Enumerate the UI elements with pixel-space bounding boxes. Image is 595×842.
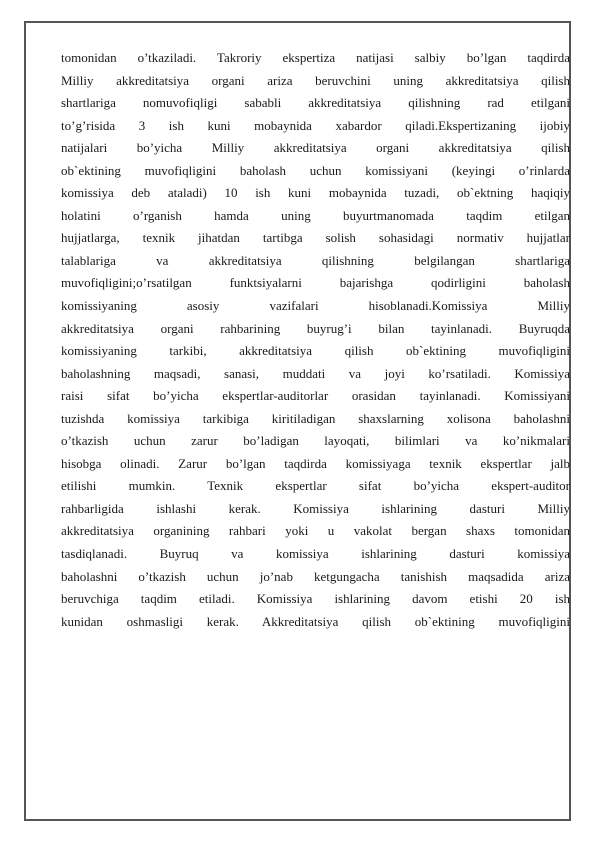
body-line: komissiyaning tarkibi, akkreditatsiya qilish ob`ektining muvofiqligini bbox=[61, 343, 570, 359]
body-line: rahbarligida ishlashi kerak. Komissiya ishlarining dasturi Milliy bbox=[61, 500, 570, 516]
body-line: raisi sifat bo’yicha ekspertlar-auditorlar orasidan tayinlanadi. Komissiyani bbox=[61, 388, 570, 404]
body-line: hisobga olinadi. Zarur bo’lgan taqdirda komissiyaga texnik ekspertlar jalb bbox=[61, 455, 570, 471]
body-line: Milliy akkreditatsiya organi ariza beruvchini uning akkreditatsiya qilish bbox=[61, 72, 570, 88]
body-line: muvofiqligini;o’rsatilgan funktsiyalarni bajarishga qodirligini baholash bbox=[61, 275, 570, 291]
body-line: akkreditatsiya organi rahbarining buyrug’i bilan tayinlanadi. Buyruqda bbox=[61, 320, 570, 336]
body-line: akkreditatsiya organining rahbari yoki u vakolat bergan shaxs tomonidan bbox=[61, 523, 570, 539]
body-line: kunidan oshmasligi kerak. Akkreditatsiya qilish ob`ektining muvofiqligini bbox=[61, 613, 570, 629]
body-line: komissiyaning asosiy vazifalari hisoblanadi.Komissiya Milliy bbox=[61, 298, 570, 314]
body-line: baholashni o’tkazish uchun jo’nab ketgungacha tanishish maqsadida ariza bbox=[61, 568, 570, 584]
body-line: talablariga va akkreditatsiya qilishning belgilangan shartlariga bbox=[61, 252, 570, 268]
body-line: tomonidan o’tkaziladi. Takroriy ekspertiza natijasi salbiy bo’lgan taqdirda bbox=[61, 50, 570, 65]
body-line: hujjatlarga, texnik jihatdan tartibga solish sohasidagi normativ hujjatlar bbox=[61, 230, 570, 246]
body-line: etilishi mumkin. Texnik ekspertlar sifat bo’yicha ekspert-auditor bbox=[61, 478, 570, 494]
body-line: tuzishda komissiya tarkibiga kiritiladigan shaxslarning xolisona baholashni bbox=[61, 410, 570, 426]
body-line: holatini o’rganish hamda uning buyurtmanomada taqdim etilgan bbox=[61, 207, 570, 223]
document-body bbox=[61, 47, 570, 633]
body-line: o’tkazish uchun zarur bo’ladigan layoqati, bilimlari va ko’nikmalari bbox=[61, 433, 570, 449]
body-line: ob`ektining muvofiqligini baholash uchun komissiyani (keyingi o’rinlarda bbox=[61, 162, 570, 178]
body-line: to’g’risida 3 ish kuni mobaynida xabardor qiladi.Ekspertizaning ijobiy bbox=[61, 117, 570, 133]
body-line: tasdiqlanadi. Buyruq va komissiya ishlarining dasturi komissiya bbox=[61, 546, 570, 562]
body-line: shartlariga nomuvofiqligi sababli akkreditatsiya qilishning rad etilgani bbox=[61, 95, 570, 111]
body-line: beruvchiga taqdim etiladi. Komissiya ishlarining davom etishi 20 ish bbox=[61, 591, 570, 607]
body-line: komissiya deb ataladi) 10 ish kuni mobaynida tuzadi, ob`ektning haqiqiy bbox=[61, 185, 570, 201]
body-line: baholashning maqsadi, sanasi, muddati va joyi ko’rsatiladi. Komissiya bbox=[61, 365, 570, 381]
body-line: natijalari bo’yicha Milliy akkreditatsiya organi akkreditatsiya qilish bbox=[61, 140, 570, 156]
